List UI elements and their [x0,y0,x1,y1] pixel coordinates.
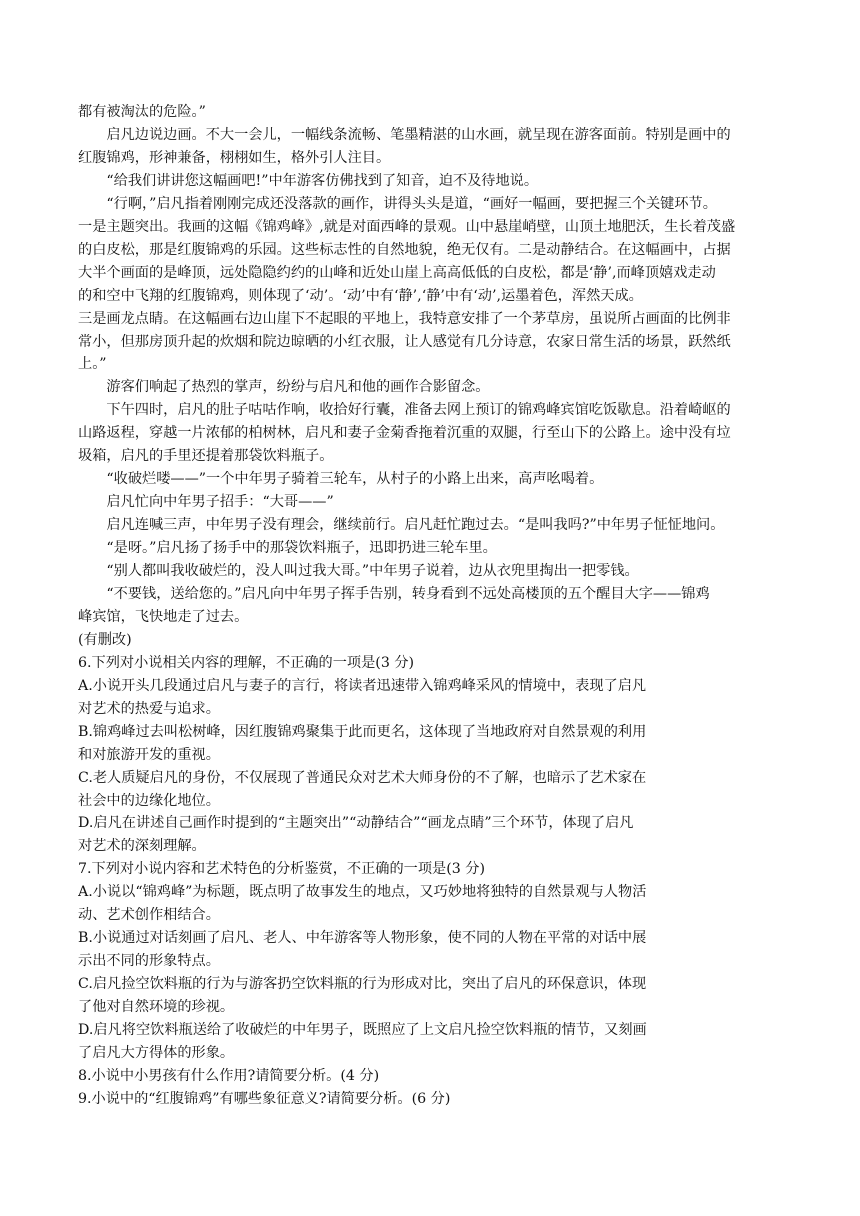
passage-line: 山路返程，穿越一片浓郁的柏树林，启凡和妻子金菊香拖着沉重的双腿，行至山下的公路上。途中没有垃 [78,425,731,442]
question-line: 动、艺术创作相结合。 [78,907,220,924]
passage-line: 上。” [78,356,107,373]
passage-line: 峰宾馆，飞快地走了过去。 [78,608,249,625]
question-line: 8.小说中小男孩有什么作用?请简要分析。(4 分) [78,1067,380,1084]
question-line: 示出不同的形象特点。 [78,953,220,970]
question-line: 9.小说中的“红腹锦鸡”有哪些象征意义?请简要分析。(6 分) [78,1090,451,1107]
passage-line: “收破烂喽——”一个中年男子骑着三轮车，从村子的小路上出来，高声吆喝着。 [106,471,604,488]
question-line: 社会中的边缘化地位。 [78,792,220,809]
question-line: C.启凡捡空饮料瓶的行为与游客扔空饮料瓶的行为形成对比，突出了启凡的环保意识，体现 [78,976,647,993]
question-line: 了启凡大方得体的形象。 [78,1044,235,1061]
passage-line: 圾箱，启凡的手里还提着那袋饮料瓶子。 [78,448,334,465]
passage-line: 的白皮松，那是红腹锦鸡的乐园。这些标志性的自然地貌，绝无仅有。二是动静结合。在这幅画中，占据 [78,241,731,258]
question-line: A.小说以“锦鸡峰”为标题，既点明了故事发生的地点，又巧妙地将独特的自然景观与人物活 [78,884,647,901]
passage-line: 下午四时，启凡的肚子咕咕作响，收拾好行囊，准备去网上预订的锦鸡峰宾馆吃饭歇息。沿着崎岖的 [106,402,731,419]
passage-line: 都有被淘汰的危险。” [78,104,206,120]
question-line: A.小说开头几段通过启凡与妻子的言行，将读者迅速带入锦鸡峰采风的情境中，表现了启凡 [78,677,647,694]
question-line: 对艺术的深刻理解。 [78,838,206,855]
question-line: C.老人质疑启凡的身份，不仅展现了普通民众对艺术大师身份的不了解，也暗示了艺术家在 [78,769,647,786]
passage-line: “不要钱，送给您的。”启凡向中年男子挥手告别，转身看到不远处高楼顶的五个醒目大字——锦鸡 [106,585,710,602]
passage-line: “给我们讲讲您这幅画吧!”中年游客仿佛找到了知音，迫不及待地说。 [106,172,539,189]
passage-line: 游客们响起了热烈的掌声，纷纷与启凡和他的画作合影留念。 [106,379,490,396]
passage-line: 红腹锦鸡，形神兼备，栩栩如生，格外引人注目。 [78,149,391,166]
passage-line: “是呀。”启凡扬了扬手中的那袋饮料瓶子，迅即扔进三轮车里。 [106,540,497,557]
passage-line: 启凡连喊三声，中年男子没有理会，继续前行。启凡赶忙跑过去。“是叫我吗?”中年男子怔怔地问。 [106,517,725,534]
question-line: D.启凡将空饮料瓶送给了收破烂的中年男子，既照应了上文启凡捡空饮料瓶的情节，又刻画 [78,1022,647,1038]
question-line: 了他对自然环境的珍视。 [78,999,235,1016]
question-line: 6.下列对小说相关内容的理解，不正确的一项是(3 分) [78,654,415,671]
question-line: D.启凡在讲述自己画作时提到的“主题突出”“动静结合”“画龙点睛”三个环节，体现了启凡 [78,815,634,832]
passage-line: 三是画龙点睛。在这幅画右边山崖下不起眼的平地上，我特意安排了一个茅草房，虽说所占画面的比例非 [78,310,731,327]
passage-line: “行啊，”启凡指着刚刚完成还没落款的画作，讲得头头是道，“画好一幅画，要把握三个关键环节。 [106,195,717,212]
passage-line: 大半个画面的是峰顶，远处隐隐约约的山峰和近处山崖上高高低低的白皮松，都是‘静’,而峰顶嬉戏走动 [78,264,716,281]
question-line: B.锦鸡峰过去叫松树峰，因红腹锦鸡聚集于此而更名，这体现了当地政府对自然景观的利用 [78,723,647,740]
question-line: 和对旅游开发的重视。 [78,746,220,763]
passage-line: (有删改) [78,631,132,648]
passage-line: 启凡忙向中年男子招手：“大哥——” [106,494,334,511]
passage-line: 一是主题突出。我画的这幅《锦鸡峰》,就是对面西峰的景观。山中悬崖峭壁，山顶土地肥沃，生长着茂盛 [78,218,736,235]
passage-line: 的和空中飞翔的红腹锦鸡，则体现了‘动’。‘动’中有‘静’,‘静’中有‘动’,运墨着色，浑然天成。 [78,287,643,304]
passage-line: “别人都叫我收破烂的，没人叫过我大哥。”中年男子说着，边从衣兜里掏出一把零钱。 [106,563,639,579]
passage-line: 常小，但那房顶升起的炊烟和院边晾晒的小红衣服，让人感觉有几分诗意，农家日常生活的场景，跃然纸 [78,333,731,350]
question-line: 7.下列对小说内容和艺术特色的分析鉴赏，不正确的一项是(3 分) [78,861,486,878]
question-line: B.小说通过对话刻画了启凡、老人、中年游客等人物形象，使不同的人物在平常的对话中展 [78,930,647,947]
question-line: 对艺术的热爱与追求。 [78,700,220,717]
passage-line: 启凡边说边画。不大一会儿，一幅线条流畅、笔墨精湛的山水画，就呈现在游客面前。特别是画中的 [106,126,731,143]
